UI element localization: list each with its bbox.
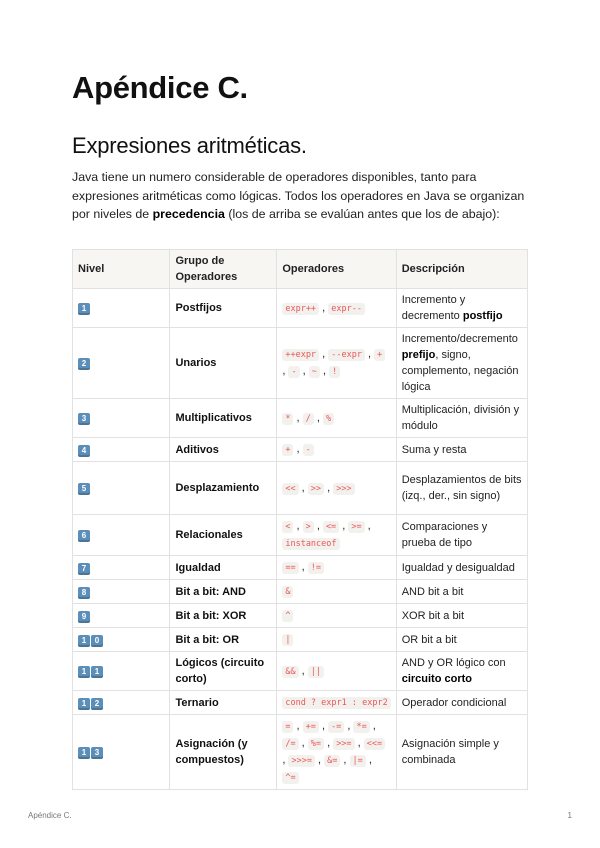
description-text: XOR bit a bit xyxy=(401,609,465,622)
operator-code: != xyxy=(308,562,324,574)
description-cell xyxy=(396,328,527,399)
operator-code: + xyxy=(374,349,385,361)
level-number xyxy=(78,445,90,457)
group-cell: Desplazamiento xyxy=(170,462,277,515)
table-row xyxy=(73,652,528,691)
operator-code: >>= xyxy=(333,738,354,750)
intro-text-2: (los de arriba se evalúan antes que los de abajo): xyxy=(224,207,500,221)
level-number xyxy=(78,483,90,495)
description-text: Comparaciones y prueba de tipo xyxy=(401,521,488,549)
level-number xyxy=(78,530,90,542)
operator-code: << xyxy=(282,483,298,495)
operator-code: < xyxy=(282,521,293,533)
table-row xyxy=(73,515,528,556)
operator-code: >>> xyxy=(333,483,354,495)
header-grupo: Grupo de Operadores xyxy=(170,250,277,289)
header-nivel: Nivel xyxy=(73,250,170,289)
description-text: Multiplicación, división y módulo xyxy=(401,404,520,432)
keycap-digit: 2 xyxy=(91,698,103,710)
intro-text-1: Java tiene un numero considerable de operadores disponibles, tanto para expresiones aritméticas como lógicas. Todos los operadores en Java se organizan por niveles de xyxy=(72,170,525,221)
operator-code: ~ xyxy=(309,366,320,378)
keycap-digit: 2 xyxy=(78,358,90,370)
operator-code: %= xyxy=(308,738,324,750)
operator-code: >> xyxy=(308,483,324,495)
operator-code: /= xyxy=(282,738,298,750)
level-cell xyxy=(73,715,170,790)
table-row xyxy=(73,715,528,790)
table-row xyxy=(73,604,528,628)
description-text: Asignación simple y combinada xyxy=(401,738,499,766)
keycap-digit: 1 xyxy=(78,698,90,710)
description-text: Suma y resta xyxy=(401,443,467,456)
operators-cell xyxy=(277,628,396,652)
group-cell: Ternario xyxy=(170,691,277,715)
operator-code: && xyxy=(282,666,298,678)
operators-cell: && , || xyxy=(277,652,396,691)
operator-code: + xyxy=(282,444,293,456)
description-text: Incremento y decremento xyxy=(401,294,466,322)
operator-code: *= xyxy=(353,721,369,733)
description-bold: prefijo xyxy=(401,349,436,361)
table-row xyxy=(73,289,528,328)
level-cell xyxy=(73,289,170,328)
keycap-digit: 1 xyxy=(78,303,90,315)
level-cell xyxy=(73,580,170,604)
group-cell: Unarios xyxy=(170,328,277,399)
level-number xyxy=(78,303,90,315)
operators-cell: + , - xyxy=(277,438,396,462)
description-cell xyxy=(396,515,527,556)
level-number xyxy=(78,413,90,425)
operator-code: >>>= xyxy=(288,755,314,767)
operators-table xyxy=(72,249,528,790)
page-title: Apéndice C. xyxy=(72,70,248,105)
keycap-digit: 1 xyxy=(91,666,103,678)
operator-code: / xyxy=(303,413,314,425)
level-cell xyxy=(73,515,170,556)
description-text: Incremento/decremento xyxy=(401,333,518,345)
operator-code: cond ? expr1 : expr2 xyxy=(282,697,390,709)
header-operadores: Operadores xyxy=(277,250,396,289)
operator-code: || xyxy=(308,666,324,678)
keycap-digit: 3 xyxy=(91,747,103,759)
operators-cell: == , != xyxy=(277,556,396,580)
level-number xyxy=(78,698,103,710)
intro-paragraph xyxy=(72,168,528,224)
table-row xyxy=(73,399,528,438)
keycap-digit: 8 xyxy=(78,587,90,599)
operator-code: <<= xyxy=(364,738,385,750)
operator-code: ++expr xyxy=(282,349,319,361)
level-cell xyxy=(73,399,170,438)
table-row xyxy=(73,328,528,399)
operators-cell: < , > , <= , >= , instanceof xyxy=(277,515,396,556)
operator-code: += xyxy=(303,721,319,733)
group-cell: Postfijos xyxy=(170,289,277,328)
footer-title: Apéndice C. xyxy=(28,811,72,820)
group-cell: Bit a bit: XOR xyxy=(170,604,277,628)
group-cell: Igualdad xyxy=(170,556,277,580)
level-cell xyxy=(73,556,170,580)
level-cell xyxy=(73,652,170,691)
operator-code: % xyxy=(323,413,334,425)
operator-code: > xyxy=(303,521,314,533)
operator-code: instanceof xyxy=(282,538,339,550)
level-cell xyxy=(73,628,170,652)
description-cell xyxy=(396,399,527,438)
keycap-digit: 3 xyxy=(78,413,90,425)
keycap-digit: 1 xyxy=(78,666,90,678)
description-cell xyxy=(396,580,527,604)
operator-code: == xyxy=(282,562,298,574)
level-number xyxy=(78,635,103,647)
group-cell: Bit a bit: OR xyxy=(170,628,277,652)
operator-code: | xyxy=(282,634,293,646)
table-row xyxy=(73,556,528,580)
description-text: AND y OR lógico con xyxy=(401,657,506,669)
group-cell: Aditivos xyxy=(170,438,277,462)
description-cell xyxy=(396,438,527,462)
operators-cell: * , / , % xyxy=(277,399,396,438)
table-header-row xyxy=(73,250,528,289)
level-cell xyxy=(73,462,170,515)
operators-cell: ++expr , --expr , + , - , ~ , ! xyxy=(277,328,396,399)
intro-bold: precedencia xyxy=(152,207,225,221)
operators-cell: = , += , -= , *= , /= , %= , >>= , <<= , >>>= , &= , |= , ^= xyxy=(277,715,396,790)
operator-code: expr++ xyxy=(282,303,319,315)
operators-cell: << , >> , >>> xyxy=(277,462,396,515)
operator-code: ! xyxy=(329,366,340,378)
level-cell xyxy=(73,691,170,715)
description-cell xyxy=(396,556,527,580)
level-cell xyxy=(73,438,170,462)
keycap-digit: 0 xyxy=(91,635,103,647)
table-row xyxy=(73,691,528,715)
operators-cell xyxy=(277,604,396,628)
keycap-digit: 9 xyxy=(78,611,90,623)
operators-cell xyxy=(277,580,396,604)
level-number xyxy=(78,563,90,575)
level-number xyxy=(78,666,103,678)
description-cell xyxy=(396,715,527,790)
operator-code: - xyxy=(303,444,314,456)
operator-code: &= xyxy=(324,755,340,767)
description-text: AND bit a bit xyxy=(401,585,464,598)
operator-code: |= xyxy=(350,755,366,767)
operator-code: = xyxy=(282,721,293,733)
description-text-after: , signo, complemento, negación lógica xyxy=(401,349,519,393)
operator-code: expr-- xyxy=(328,303,365,315)
table-row xyxy=(73,628,528,652)
keycap-digit: 4 xyxy=(78,445,90,457)
table-row xyxy=(73,462,528,515)
level-cell xyxy=(73,328,170,399)
description-cell xyxy=(396,652,527,691)
operator-code: & xyxy=(282,586,293,598)
operators-cell xyxy=(277,691,396,715)
group-cell: Bit a bit: AND xyxy=(170,580,277,604)
keycap-digit: 5 xyxy=(78,483,90,495)
operators-cell: expr++ , expr-- xyxy=(277,289,396,328)
level-number xyxy=(78,358,90,370)
description-cell xyxy=(396,628,527,652)
group-cell: Asignación (y compuestos) xyxy=(170,715,277,790)
keycap-digit: 1 xyxy=(78,635,90,647)
operator-code: >= xyxy=(348,521,364,533)
table-row xyxy=(73,580,528,604)
table-row xyxy=(73,438,528,462)
operator-code: ^ xyxy=(282,610,293,622)
level-number xyxy=(78,747,103,759)
description-cell xyxy=(396,289,527,328)
operator-code: <= xyxy=(323,521,339,533)
keycap-digit: 7 xyxy=(78,563,90,575)
group-cell: Multiplicativos xyxy=(170,399,277,438)
operator-code: -= xyxy=(328,721,344,733)
page-number: 1 xyxy=(567,811,572,820)
description-cell xyxy=(396,691,527,715)
header-descripcion: Descripción xyxy=(396,250,527,289)
description-cell xyxy=(396,462,527,515)
description-bold: postfijo xyxy=(462,310,503,322)
operator-code: ^= xyxy=(282,772,298,784)
level-number xyxy=(78,611,90,623)
description-bold: circuito corto xyxy=(401,673,472,685)
description-text: Operador condicional xyxy=(401,696,507,709)
group-cell: Lógicos (circuito corto) xyxy=(170,652,277,691)
level-cell xyxy=(73,604,170,628)
keycap-digit: 6 xyxy=(78,530,90,542)
group-cell: Relacionales xyxy=(170,515,277,556)
description-text: Desplazamientos de bits (izq., der., sin signo) xyxy=(401,474,522,502)
table-body xyxy=(73,289,528,790)
section-title: Expresiones aritméticas. xyxy=(72,133,307,158)
description-cell xyxy=(396,604,527,628)
description-text: Igualdad y desigualdad xyxy=(401,561,515,574)
keycap-digit: 1 xyxy=(78,747,90,759)
level-number xyxy=(78,587,90,599)
description-text: OR bit a bit xyxy=(401,633,457,646)
operator-code: * xyxy=(282,413,293,425)
operator-code: --expr xyxy=(328,349,365,361)
operator-code: - xyxy=(288,366,299,378)
